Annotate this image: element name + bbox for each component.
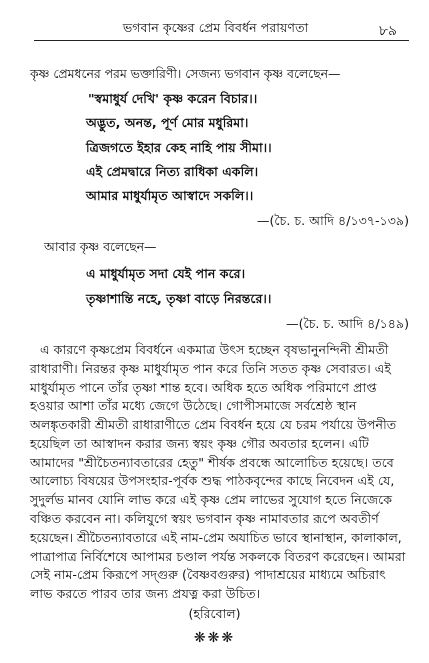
verse-line: অদ্ভুত, অনন্ত, পূর্ণ মোর মধুরিমা। (86, 115, 249, 130)
paragraph-line: হয়েছেন। শ্রীচৈতন্যাবতারে এই নাম-প্রেম অযাচিত ভাবে স্থানাস্থান, কালাকাল, (30, 530, 402, 545)
verse-line: "স্বমাধুর্য দেখি' কৃষ্ণ করেন বিচার।। (88, 91, 258, 106)
paragraph-line: মাধুর্যামৃত পানে তাঁর তৃষ্ণা শান্ত হবে। অধিক হতে অধিক পরিমাণে প্রাপ্ত (30, 379, 377, 395)
verse-line: এ মাধুর্যামৃত সদা যেই পান করে। (86, 266, 246, 281)
paragraph-line: এ কারণে কৃষ্ণপ্রেম বিবর্ধনে একমাত্র উৎস হচ্ছেন বৃষভানুনন্দিনী শ্রীমতী (40, 342, 389, 357)
verse-line: এই প্রেমদ্বারে নিত্য রাধিকা একলি। (86, 164, 259, 179)
closing-haribol: (হরিবোল) (188, 606, 241, 621)
paragraph-line: আলোচ্য বিষয়ের উপসংহার-পূর্বক শুদ্ধ পাঠকবৃন্দের কাছে নিবেদন এই যে, (30, 473, 395, 489)
paragraph-line: অলঙ্কৃতকারী শ্রীমতী রাধারাণীতে প্রেম বিবর্ধন হয়ে যে চরম পর্যায়ে উপনীত (30, 417, 397, 433)
paragraph-line: সেই নাম-প্রেম কিরূপে সদ্গুরু (বৈষ্ণবগুরুর) পাদাশ্রয়ের মাধ্যমে অচিরাৎ (30, 567, 386, 583)
ornament-stars: ❋❋❋ (193, 630, 236, 646)
page-number: ৮৯ (378, 23, 397, 39)
verse-line: আমার মাধুর্যামৃত আস্বাদে সকলি।। (86, 188, 254, 203)
running-title: ভগবান কৃষ্ণের প্রেম বিবর্ধন পরায়ণতা (122, 20, 309, 35)
citation: —(চৈ. চ. আদি ৪/১৩৭-১৩৯) (256, 213, 409, 228)
intro-line: কৃষ্ণ প্রেমধনের পরম ভক্তারিণী। সেজন্য ভগবান কৃষ্ণ বলেছেন— (30, 66, 341, 81)
verse-line: তৃষ্ণাশান্তি নহে, তৃষ্ণা বাড়ে নিরন্তরে।। (86, 291, 272, 306)
paragraph-line: পাত্রাপাত্র নির্বিশেষে আপামর চণ্ডাল পর্যন্ত সকলকে বিতরণ করেছেন। আমরা (30, 548, 406, 564)
page-header (22, 14, 409, 48)
again-line: আবার কৃষ্ণ বলেছেন— (44, 239, 157, 254)
citation: —(চৈ. চ. আদি ৪/১৪৯) (286, 316, 409, 331)
paragraph-line: লাভ করতে পারব তার জন্য প্রযত্ন করা উচিত। (30, 586, 261, 601)
paragraph-line: বঞ্চিত করবেন না। কলিযুগে স্বয়ং ভগবান কৃষ্ণ নামাবতার রূপে অবতীর্ণ (30, 510, 379, 526)
paragraph-line: সুদুর্লভ মানব যোনি লাভ করে এই কৃষ্ণ প্রেম লাভের সুযোগ হতে নিজেকে (30, 492, 393, 508)
paragraph-line: হয়েছিল তা আস্বাদন করার জন্য স্বয়ং কৃষ্ণ গৌর অবতার হলেন। এটি (30, 435, 369, 451)
paragraph-line: রাধারাণী। নিরন্তর কৃষ্ণ মাধুর্যামৃত পান করে তিনি সতত কৃষ্ণ সেবারত। এই (30, 360, 392, 376)
paragraph-line: আমাদের "শ্রীচৈতন্যাবতারের হেতু" শীর্ষক প্রবন্ধে আলোচিত হয়েছে। তবে (30, 454, 394, 470)
verse-line: ত্রিজগতে ইহার কেহ নাহি পায় সীমা।। (86, 140, 272, 155)
header-rule (34, 40, 409, 41)
paragraph-line: হওয়ার আশা তাঁর মধ্যে জেগে উঠেছে। গোপীসমাজে সর্বশ্রেষ্ঠ স্থান (30, 398, 357, 414)
